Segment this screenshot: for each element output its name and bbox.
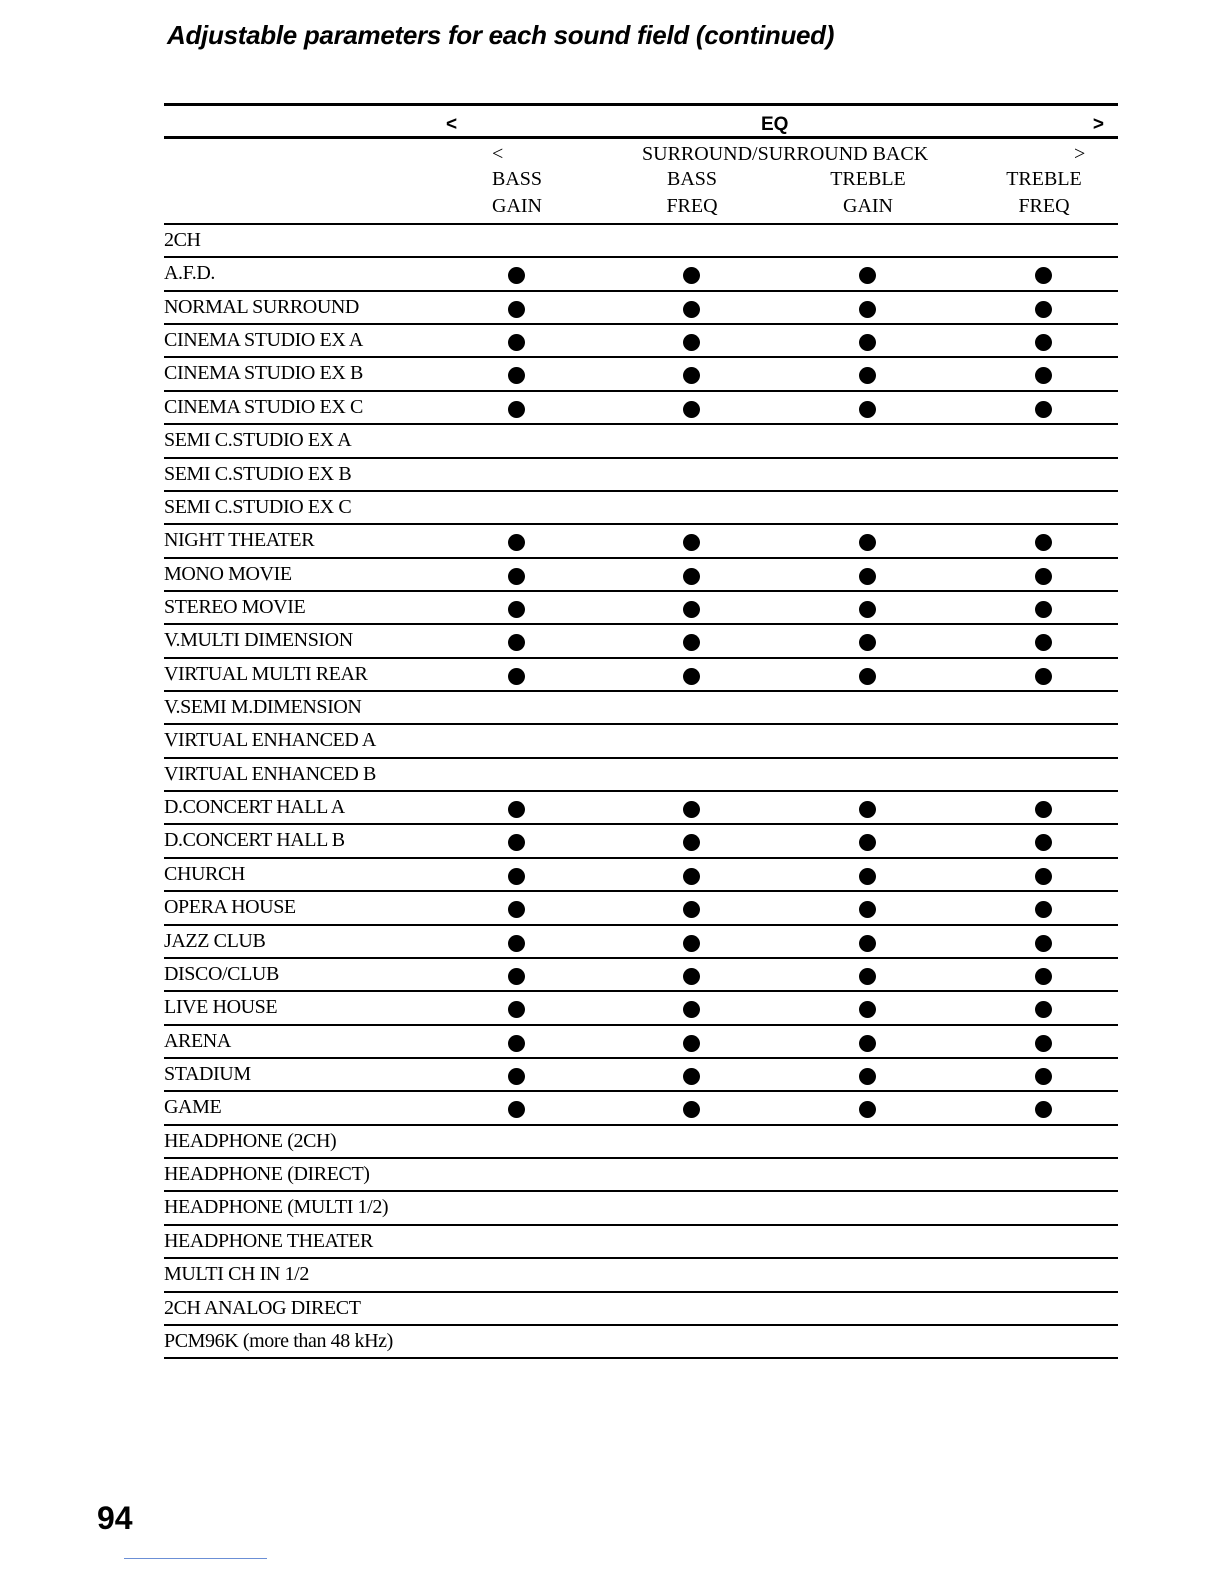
sound-field-name: SEMI C.STUDIO EX B: [164, 462, 352, 485]
adjustable-dot-icon: [508, 1001, 525, 1018]
adjustable-dot-icon: [683, 1101, 700, 1118]
sound-field-table-body: [164, 225, 1118, 1359]
adjustable-dot-icon: [683, 568, 700, 585]
surround-label: SURROUND/SURROUND BACK: [642, 143, 929, 165]
column-bass-gain: [447, 166, 587, 220]
adjustable-dot-icon: [859, 968, 876, 985]
eq-group-header: [164, 103, 1118, 139]
table-row: [164, 825, 1118, 858]
adjustable-dot-icon: [859, 1001, 876, 1018]
sound-field-name: GAME: [164, 1096, 222, 1119]
sound-field-name: CINEMA STUDIO EX A: [164, 329, 363, 352]
sound-field-name: NIGHT THEATER: [164, 529, 315, 552]
adjustable-dot-icon: [508, 267, 525, 284]
table-row: [164, 1326, 1118, 1359]
table-row: [164, 592, 1118, 625]
adjustable-dot-icon: [859, 301, 876, 318]
adjustable-dot-icon: [683, 868, 700, 885]
adjustable-dot-icon: [859, 401, 876, 418]
sound-field-name: VIRTUAL MULTI REAR: [164, 662, 368, 685]
adjustable-dot-icon: [683, 601, 700, 618]
sound-field-name: D.CONCERT HALL B: [164, 829, 345, 852]
adjustable-dot-icon: [1035, 1001, 1052, 1018]
sound-field-name: SEMI C.STUDIO EX C: [164, 495, 352, 518]
sound-field-name: D.CONCERT HALL A: [164, 796, 345, 819]
adjustable-dot-icon: [859, 901, 876, 918]
adjustable-dot-icon: [1035, 668, 1052, 685]
adjustable-dot-icon: [1035, 868, 1052, 885]
sound-field-name: CHURCH: [164, 862, 245, 885]
table-row: [164, 1226, 1118, 1259]
adjustable-dot-icon: [859, 534, 876, 551]
adjustable-dot-icon: [508, 568, 525, 585]
column-header: [164, 139, 1118, 225]
column-bass-freq: [622, 166, 762, 220]
adjustable-dot-icon: [508, 1035, 525, 1052]
table-row: [164, 459, 1118, 492]
adjustable-dot-icon: [683, 801, 700, 818]
sound-field-name: NORMAL SURROUND: [164, 295, 359, 318]
adjustable-dot-icon: [859, 568, 876, 585]
adjustable-dot-icon: [859, 1035, 876, 1052]
table-row: [164, 859, 1118, 892]
table-row: [164, 959, 1118, 992]
eq-left-arrow: <: [446, 114, 458, 135]
adjustable-dot-icon: [859, 601, 876, 618]
adjustable-dot-icon: [683, 634, 700, 651]
table-row: [164, 258, 1118, 291]
column-label-line1: BASS: [666, 168, 718, 190]
adjustable-dot-icon: [508, 367, 525, 384]
sound-field-name: HEADPHONE THEATER: [164, 1229, 373, 1252]
adjustable-dot-icon: [1035, 334, 1052, 351]
table-row: [164, 625, 1118, 658]
sound-field-name: OPERA HOUSE: [164, 896, 296, 919]
adjustable-dot-icon: [683, 668, 700, 685]
table-row: [164, 792, 1118, 825]
sound-field-name: 2CH: [164, 229, 201, 251]
adjustable-dot-icon: [1035, 1035, 1052, 1052]
adjustable-dot-icon: [1035, 301, 1052, 318]
adjustable-dot-icon: [508, 301, 525, 318]
sound-field-name: A.F.D.: [164, 262, 216, 285]
adjustable-dot-icon: [508, 968, 525, 985]
table-row: [164, 1293, 1118, 1326]
adjustable-dot-icon: [683, 334, 700, 351]
adjustable-dot-icon: [859, 868, 876, 885]
table-row: [164, 1259, 1118, 1292]
adjustable-dot-icon: [683, 935, 700, 952]
adjustable-dot-icon: [859, 634, 876, 651]
adjustable-dot-icon: [683, 367, 700, 384]
adjustable-dot-icon: [859, 834, 876, 851]
sound-field-name: MULTI CH IN 1/2: [164, 1263, 309, 1286]
table-row: [164, 1092, 1118, 1125]
adjustable-dot-icon: [1035, 634, 1052, 651]
column-label-line1: TREBLE: [830, 168, 906, 190]
table-row: [164, 292, 1118, 325]
sound-field-name: STEREO MOVIE: [164, 595, 306, 618]
adjustable-dot-icon: [683, 1035, 700, 1052]
adjustable-dot-icon: [1035, 801, 1052, 818]
table-row: [164, 659, 1118, 692]
sound-field-name: PCM96K (more than 48 kHz): [164, 1329, 393, 1352]
sound-field-name: V.SEMI M.DIMENSION: [164, 696, 362, 719]
table-row: [164, 1192, 1118, 1225]
sound-field-name: VIRTUAL ENHANCED B: [164, 762, 376, 785]
table-row: [164, 358, 1118, 391]
adjustable-dot-icon: [683, 1068, 700, 1085]
table-row: [164, 325, 1118, 358]
sound-field-name: HEADPHONE (2CH): [164, 1129, 337, 1152]
sound-field-name: SEMI C.STUDIO EX A: [164, 429, 352, 452]
sound-field-name: LIVE HOUSE: [164, 996, 278, 1019]
adjustable-dot-icon: [1035, 568, 1052, 585]
adjustable-dot-icon: [508, 801, 525, 818]
adjustable-dot-icon: [859, 668, 876, 685]
adjustable-dot-icon: [1035, 601, 1052, 618]
table-row: [164, 759, 1118, 792]
column-treble-freq: [974, 166, 1114, 220]
page-title: Adjustable parameters for each sound field (continued): [167, 20, 835, 50]
adjustable-dot-icon: [683, 534, 700, 551]
table-row: [164, 1126, 1118, 1159]
adjustable-dot-icon: [1035, 267, 1052, 284]
adjustable-dot-icon: [683, 267, 700, 284]
adjustable-dot-icon: [683, 834, 700, 851]
adjustable-dot-icon: [1035, 401, 1052, 418]
table-row: [164, 926, 1118, 959]
sound-field-name: JAZZ CLUB: [164, 929, 266, 952]
table-row: [164, 1026, 1118, 1059]
adjustable-dot-icon: [508, 634, 525, 651]
adjustable-dot-icon: [508, 668, 525, 685]
adjustable-dot-icon: [1035, 901, 1052, 918]
adjustable-dot-icon: [859, 267, 876, 284]
table-row: [164, 525, 1118, 558]
table-row: [164, 225, 1118, 258]
adjustable-dot-icon: [683, 301, 700, 318]
page-number: 94: [97, 1500, 133, 1536]
adjustable-dot-icon: [508, 1101, 525, 1118]
adjustable-dot-icon: [508, 834, 525, 851]
adjustable-dot-icon: [1035, 534, 1052, 551]
column-label-line2: GAIN: [492, 195, 542, 217]
adjustable-dot-icon: [859, 334, 876, 351]
adjustable-dot-icon: [859, 1068, 876, 1085]
column-treble-gain: [798, 166, 938, 220]
sound-field-name: VIRTUAL ENHANCED A: [164, 729, 376, 752]
column-label-line2: GAIN: [843, 195, 893, 217]
table-row: [164, 892, 1118, 925]
surround-right-arrow: >: [1074, 143, 1086, 165]
adjustable-dot-icon: [859, 935, 876, 952]
adjustable-dot-icon: [1035, 367, 1052, 384]
sound-field-name: ARENA: [164, 1029, 231, 1052]
table-row: [164, 492, 1118, 525]
sound-field-name: HEADPHONE (DIRECT): [164, 1163, 370, 1186]
adjustable-dot-icon: [508, 334, 525, 351]
adjustable-dot-icon: [508, 534, 525, 551]
adjustable-dot-icon: [859, 801, 876, 818]
table-row: [164, 725, 1118, 758]
sound-field-name: DISCO/CLUB: [164, 962, 279, 985]
adjustable-dot-icon: [1035, 935, 1052, 952]
table-row: [164, 692, 1118, 725]
adjustable-dot-icon: [683, 401, 700, 418]
adjustable-dot-icon: [1035, 1068, 1052, 1085]
adjustable-dot-icon: [859, 367, 876, 384]
adjustable-dot-icon: [508, 1068, 525, 1085]
sound-field-name: V.MULTI DIMENSION: [164, 629, 353, 652]
adjustable-dot-icon: [1035, 1101, 1052, 1118]
column-label-line2: FREQ: [666, 195, 718, 217]
bottom-rule: [124, 1558, 267, 1559]
adjustable-dot-icon: [508, 601, 525, 618]
adjustable-dot-icon: [683, 968, 700, 985]
adjustable-dot-icon: [508, 901, 525, 918]
sound-field-name: HEADPHONE (MULTI 1/2): [164, 1196, 389, 1219]
sound-field-name: CINEMA STUDIO EX B: [164, 362, 363, 385]
adjustable-dot-icon: [508, 935, 525, 952]
table-row: [164, 1059, 1118, 1092]
adjustable-dot-icon: [1035, 968, 1052, 985]
sound-field-name: STADIUM: [164, 1062, 251, 1085]
adjustable-dot-icon: [508, 401, 525, 418]
table-row: [164, 559, 1118, 592]
table-row: [164, 1159, 1118, 1192]
column-label-line1: TREBLE: [1006, 168, 1082, 190]
adjustable-dot-icon: [508, 868, 525, 885]
table-row: [164, 425, 1118, 458]
sound-field-name: 2CH ANALOG DIRECT: [164, 1296, 361, 1319]
table-row: [164, 992, 1118, 1025]
surround-left-arrow: <: [492, 143, 504, 165]
sound-field-name: CINEMA STUDIO EX C: [164, 395, 363, 418]
adjustable-dot-icon: [683, 901, 700, 918]
adjustable-dot-icon: [859, 1101, 876, 1118]
sound-field-name: MONO MOVIE: [164, 562, 292, 585]
eq-label: EQ: [761, 114, 789, 135]
adjustable-dot-icon: [1035, 834, 1052, 851]
table-row: [164, 392, 1118, 425]
column-label-line1: BASS: [491, 168, 543, 190]
eq-right-arrow: >: [1092, 114, 1104, 135]
adjustable-dot-icon: [683, 1001, 700, 1018]
column-label-line2: FREQ: [1018, 195, 1070, 217]
